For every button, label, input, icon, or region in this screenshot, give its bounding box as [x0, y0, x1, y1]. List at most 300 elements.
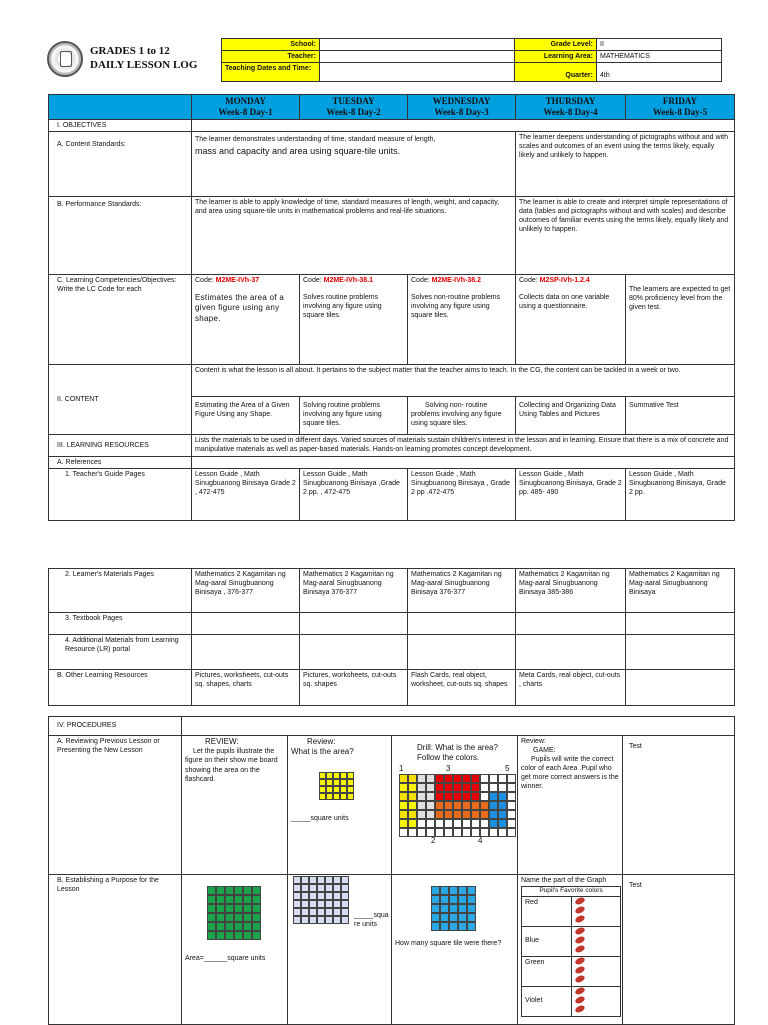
grid-tile: [301, 884, 309, 892]
grid-tile: [293, 892, 301, 900]
content-standards-text-2: The learner deepens understanding of pictographs without and with scales and outcomes of an event using the terms likely, equally likely and unlikely to happen.: [516, 131, 735, 196]
references-fill: [192, 456, 735, 468]
content-monday: Estimating the Area of a Given Figure Using any Shape.: [192, 396, 300, 434]
competencies-label: C. Learning Competencies/Objectives: Write the LC Code for each: [49, 274, 192, 364]
grid-tile: [301, 916, 309, 924]
grid-tile: [489, 783, 498, 792]
grid-tile: [449, 922, 458, 931]
grid-tile: [243, 886, 252, 895]
review-wednesday: Drill: What is the area? Follow the colors. 1 3 5 2 4: [392, 736, 518, 875]
grid-tile: [444, 783, 453, 792]
pictograph-apples-blue: [571, 926, 621, 956]
grid-tile: [417, 774, 426, 783]
lesson-log-table: [48, 94, 735, 521]
grid-tile: [301, 876, 309, 884]
grid-tile: [440, 913, 449, 922]
grid-tile: [467, 913, 476, 922]
grid-tile: [216, 913, 225, 922]
textbook-thursday: [516, 613, 626, 635]
grid-tile: [462, 819, 471, 828]
objectives-heading: I. OBJECTIVES: [49, 119, 192, 131]
procedures-heading: IV. PROCEDURES: [49, 717, 182, 736]
grid-tile: [301, 892, 309, 900]
grid-tile: [435, 828, 444, 837]
other-resources-wednesday: Flash Cards, real object, worksheet, cut-outs sq. shapes: [408, 670, 516, 706]
grid-tile: [498, 792, 507, 801]
competency-wednesday: Code: M2ME-IVh-38.2 Solves non-routine problems involving any figure using square tiles.: [408, 274, 516, 364]
grid-tile: [453, 774, 462, 783]
grid-tile: [216, 931, 225, 940]
grid-tile: [435, 810, 444, 819]
grid-tile: [417, 792, 426, 801]
grid-tile: [435, 774, 444, 783]
grid-tile: [498, 819, 507, 828]
learners-materials-wednesday: Mathematics 2 Kagamitan ng Mag-aaral Sinugbuanong Binisaya 376-377: [408, 569, 516, 613]
grid-tile: [449, 904, 458, 913]
references-label: A. References: [49, 456, 192, 468]
grid-tile: [333, 876, 341, 884]
content-standards-label: A. Content Standards:: [49, 131, 192, 196]
learners-materials-friday: Mathematics 2 Kagamitan ng Mag-aaral Sinugbuanong Binisaya: [626, 569, 735, 613]
grid-tile: [399, 801, 408, 810]
grid-tile: [325, 916, 333, 924]
textbook-friday: [626, 613, 735, 635]
grid-tile: [225, 904, 234, 913]
grid-tile: [207, 886, 216, 895]
review-thursday: Review: GAME: Pupils will write the correct color of each Area .Pupil who get more correct answers is the winner.: [518, 736, 623, 875]
grid-tile: [458, 886, 467, 895]
pictograph-apples-green: [571, 956, 621, 986]
purpose-monday-answer: Area=______square units: [185, 955, 266, 962]
grid-tile: [462, 828, 471, 837]
pictograph-row-red: Red: [522, 896, 572, 926]
textbook-monday: [192, 613, 300, 635]
grid-tile: [317, 876, 325, 884]
objectives-heading-fill: [192, 119, 735, 131]
content-standards-text: The learner demonstrates understanding of time, standard measure of length, mass and capacity and area using square-tile units.: [192, 131, 516, 196]
grid-tile: [480, 783, 489, 792]
grid-tile: [243, 913, 252, 922]
reviewing-label: A. Reviewing Previous Lesson or Presenting the New Lesson: [49, 736, 182, 875]
grid-tile: [435, 819, 444, 828]
grid-tile: [225, 895, 234, 904]
grid-tile: [341, 916, 349, 924]
grid-tile: [453, 828, 462, 837]
grid-tile: [325, 884, 333, 892]
pictograph-apples-red: [571, 896, 621, 926]
grid-tile: [309, 876, 317, 884]
grid-tile: [408, 783, 417, 792]
teacher-label: Teacher:: [222, 51, 320, 63]
teachers-guide-monday: Lesson Guide , Math Sinugbuanong Binisaya Grade 2 , 472-475: [192, 468, 300, 520]
grid-tile: [234, 886, 243, 895]
grid-tile: [489, 801, 498, 810]
grid-tile: [408, 801, 417, 810]
grid-tile: [293, 916, 301, 924]
grid-tile: [449, 913, 458, 922]
grid-tile: [333, 892, 341, 900]
grid-tile: [507, 801, 516, 810]
grid-tile: [507, 819, 516, 828]
content-thursday: Collecting and Organizing Data Using Tables and Pictures: [516, 396, 626, 434]
grid-tile: [309, 900, 317, 908]
grid-tile: [333, 908, 341, 916]
grid-tile: [408, 774, 417, 783]
grid-tile: [252, 886, 261, 895]
learners-materials-tuesday: Mathematics 2 Kagamitan ng Mag-aaral Sinugbuanong Binisaya 376-377: [300, 569, 408, 613]
grid-tile: [462, 801, 471, 810]
grid-tile: [431, 886, 440, 895]
grid-tile: [317, 900, 325, 908]
other-resources-monday: Pictures, worksheets, cut-outs sq. shapes, charts: [192, 670, 300, 706]
grid-tile: [408, 810, 417, 819]
pictograph-title: Pupil's Favorite colors: [522, 887, 621, 896]
grid-tile: [309, 892, 317, 900]
grid-tile: [426, 783, 435, 792]
grid-tile: [489, 774, 498, 783]
grid-tile: [234, 913, 243, 922]
grid-tile: [333, 884, 341, 892]
grid-tile: [498, 810, 507, 819]
grid-tile: [317, 892, 325, 900]
purpose-wednesday: [392, 875, 518, 1025]
grid-tile: [309, 908, 317, 916]
grid-tile: [444, 792, 453, 801]
procedures-heading-fill: [182, 717, 735, 736]
grid-tile: [507, 792, 516, 801]
grid-tile: [453, 819, 462, 828]
grid-tile: [243, 931, 252, 940]
additional-tuesday: [300, 635, 408, 670]
title-line-2: DAILY LESSON LOG: [90, 59, 198, 71]
grid-tile: [207, 904, 216, 913]
grid-tile: [399, 819, 408, 828]
grid-tile: [408, 819, 417, 828]
grid-tile: [480, 792, 489, 801]
grid-tile: [426, 810, 435, 819]
grid-tile: [234, 904, 243, 913]
grid-tile: [216, 904, 225, 913]
learning-area-value[interactable]: MATHEMATICS: [597, 51, 722, 63]
grid-tile: [458, 904, 467, 913]
yellow-grid-figure: [319, 772, 388, 800]
grid-tile: [458, 913, 467, 922]
purpose-monday: [182, 875, 288, 1025]
grid-tile: [252, 895, 261, 904]
grid-tile: [498, 828, 507, 837]
grid-tile: [426, 792, 435, 801]
grid-tile: [417, 828, 426, 837]
grid-tile: [252, 904, 261, 913]
grid-tile: [225, 913, 234, 922]
grid-tile: [453, 810, 462, 819]
grid-tile: [458, 895, 467, 904]
grid-tile: [498, 801, 507, 810]
grid-tile: [341, 884, 349, 892]
grid-tile: [449, 895, 458, 904]
grid-tile: [507, 783, 516, 792]
grid-tile: [408, 828, 417, 837]
grade-level-value[interactable]: II: [597, 39, 722, 51]
grid-tile: [417, 810, 426, 819]
grid-tile: [301, 908, 309, 916]
grid-tile: [471, 792, 480, 801]
grid-tile: [225, 922, 234, 931]
learners-materials-thursday: Mathematics 2 Kagamitan ng Mag-aaral Sinugbuanong Binisaya 385-386: [516, 569, 626, 613]
grid-tile: [252, 922, 261, 931]
day-header-wednesday: WEDNESDAY Week-8 Day-3: [408, 95, 516, 120]
grid-tile: [489, 819, 498, 828]
grid-tile: [440, 895, 449, 904]
grid-tile: [417, 783, 426, 792]
content-tuesday: Solving routine problems involving any figure using square tiles.: [300, 396, 408, 434]
grid-tile: [453, 783, 462, 792]
grid-tile: [399, 828, 408, 837]
green-grid-figure: [207, 886, 284, 940]
grid-tile: [325, 908, 333, 916]
document-title: [90, 44, 197, 72]
performance-standards-text-2: The learner is able to create and interpret simple representations of data (tables and pictographs without and with scales) and describe outcomes of familiar events using the terms likely, equally likely and unlikely to happen.: [516, 196, 735, 274]
grid-tile: [399, 792, 408, 801]
header-info-table: [221, 38, 722, 82]
grid-tile: [341, 892, 349, 900]
grid-tile: [293, 908, 301, 916]
grid-tile: [426, 774, 435, 783]
teachers-guide-friday: Lesson Guide , Math Sinugbuanong Binisaya, Grade 2 pp.: [626, 468, 735, 520]
grid-tile: [293, 900, 301, 908]
deped-seal: [47, 41, 83, 77]
grid-tile: [399, 783, 408, 792]
grid-tile: [462, 774, 471, 783]
grid-tile: [207, 913, 216, 922]
grid-tile: [480, 810, 489, 819]
favorite-colors-pictograph: [521, 886, 621, 1016]
grid-tile: [467, 904, 476, 913]
grid-tile: [341, 876, 349, 884]
teachers-guide-label: 1. Teacher's Guide Pages: [49, 468, 192, 520]
grid-tile: [216, 895, 225, 904]
grid-tile: [317, 908, 325, 916]
blank-header-cell: [49, 95, 192, 120]
resources-heading: III. LEARNING RESOURCES: [49, 434, 192, 456]
grid-tile: [417, 801, 426, 810]
grid-tile: [435, 783, 444, 792]
colored-area-drill-figure: 1 3 5 2 4: [395, 764, 514, 846]
day-header-thursday: THURSDAY Week-8 Day-4: [516, 95, 626, 120]
grid-tile: [462, 783, 471, 792]
grid-tile: [489, 828, 498, 837]
teachers-guide-thursday: Lesson Guide , Math Sinugbuanong Binisaya, Grade 2 pp. 485- 490: [516, 468, 626, 520]
grid-tile: [333, 900, 341, 908]
other-resources-label: B. Other Learning Resources: [49, 670, 192, 706]
grid-tile: [480, 801, 489, 810]
grid-tile: [399, 810, 408, 819]
purpose-friday: Test: [623, 875, 735, 1025]
grid-tile: [449, 886, 458, 895]
grid-tile: [462, 792, 471, 801]
pictograph-row-green: Green: [522, 956, 572, 986]
grid-tile: [293, 884, 301, 892]
grid-tile: [435, 801, 444, 810]
grid-tile: [431, 913, 440, 922]
dates-value[interactable]: [320, 63, 515, 82]
grid-tile: [225, 886, 234, 895]
other-resources-friday: [626, 670, 735, 706]
grid-tile: [480, 819, 489, 828]
grid-tile: [341, 908, 349, 916]
grid-tile: [507, 810, 516, 819]
grid-tile: [467, 895, 476, 904]
grid-tile: [243, 922, 252, 931]
additional-wednesday: [408, 635, 516, 670]
grid-tile: [444, 828, 453, 837]
grid-tile: [471, 819, 480, 828]
textbook-label: 3. Textbook Pages: [49, 613, 192, 635]
purpose-label: B. Establishing a Purpose for the Lesson: [49, 875, 182, 1025]
grid-tile: [471, 783, 480, 792]
title-line-1: GRADES 1 to 12: [90, 45, 170, 57]
grid-tile: [207, 931, 216, 940]
grid-tile: [408, 792, 417, 801]
grid-tile: [462, 810, 471, 819]
content-friday: Summative Test: [626, 396, 735, 434]
grid-tile: [341, 900, 349, 908]
grid-tile: [471, 801, 480, 810]
grid-tile: [480, 774, 489, 783]
quarter-label: Quarter:: [515, 63, 597, 82]
grid-tile: [252, 931, 261, 940]
grid-tile: [207, 922, 216, 931]
purpose-tuesday-answer: _____square units: [354, 912, 389, 929]
teachers-guide-tuesday: Lesson Guide , Math Sinugbuanong Binisaya ,Grade 2 pp. , 472-475: [300, 468, 408, 520]
purpose-wednesday-question: How many square tile were there?: [395, 940, 502, 947]
content-description: Content is what the lesson is all about. It pertains to the subject matter that the teacher aims to teach. In the CG, the content can be tackled in a week or two.: [192, 364, 735, 396]
other-resources-tuesday: Pictures, worksheets, cut-outs sq. shapes: [300, 670, 408, 706]
content-wednesday: Solving non- routine problems involving any figure using square tiles.: [408, 396, 516, 434]
grid-tile: [426, 801, 435, 810]
performance-standards-text: The learner is able to apply knowledge of time, standard measures of length, weight, and capacity, and area using square-tile units in mathematical problems and real-life situations.: [192, 196, 516, 274]
additional-thursday: [516, 635, 626, 670]
teacher-value[interactable]: [320, 51, 515, 63]
additional-friday: [626, 635, 735, 670]
days-header-row: [49, 95, 735, 120]
competency-friday: The learners are expected to get 80% proficiency level from the given test.: [626, 274, 735, 364]
grid-tile: [507, 774, 516, 783]
grid-tile: [431, 895, 440, 904]
grid-tile: [293, 876, 301, 884]
resources-description: Lists the materials to be used in different days. Varied sources of materials sustain children's interest in the lesson and in learning. Ensure that there is a mix of concrete and manipulative materials as well as paper-based materials. Hands-on learning promotes concept development.: [192, 434, 735, 456]
textbook-tuesday: [300, 613, 408, 635]
grid-tile: [453, 792, 462, 801]
grid-tile: [444, 819, 453, 828]
learning-area-label: Learning Area:: [515, 51, 597, 63]
grid-tile: [440, 904, 449, 913]
textbook-wednesday: [408, 613, 516, 635]
grid-tile: [317, 884, 325, 892]
grid-tile: [216, 886, 225, 895]
grid-tile: [317, 916, 325, 924]
performance-standards-label: B. Performance Standards:: [49, 196, 192, 274]
grid-tile: [435, 792, 444, 801]
grid-tile: [234, 922, 243, 931]
grid-tile: [431, 922, 440, 931]
grid-tile: [471, 774, 480, 783]
competency-monday: Code: M2ME-IVh-37 Estimates the area of a given figure using any shape.: [192, 274, 300, 364]
purpose-thursday: Name the part of the Graph Pupil's Favorite colors Red Blue Green Violet: [518, 875, 623, 1025]
grid-tile: [458, 922, 467, 931]
other-resources-thursday: Meta Cards, real object, cut-outs , charts: [516, 670, 626, 706]
grid-tile: [444, 801, 453, 810]
competency-tuesday: Code: M2ME-IVh-38.1 Solves routine problems involving any figure using square tiles.: [300, 274, 408, 364]
grid-tile: [325, 892, 333, 900]
grid-tile: [207, 895, 216, 904]
review-tuesday: Review: What is the area? _____square units: [288, 736, 392, 875]
pictograph-apples-violet: [571, 986, 621, 1016]
grid-tile: [444, 810, 453, 819]
dates-label: Teaching Dates and Time:: [222, 63, 320, 82]
day-header-tuesday: TUESDAY Week-8 Day-2: [300, 95, 408, 120]
grid-tile: [426, 819, 435, 828]
review-friday: Test: [623, 736, 735, 875]
additional-monday: [192, 635, 300, 670]
procedures-table: [48, 716, 735, 1025]
additional-materials-label: 4. Additional Materials from Learning Resource (LR) portal: [49, 635, 192, 670]
grid-tile: [243, 904, 252, 913]
pictograph-row-violet: Violet: [522, 986, 572, 1016]
grid-tile: [440, 886, 449, 895]
blue-grid-figure: [431, 886, 514, 931]
grid-tile: [234, 931, 243, 940]
purpose-tuesday: [288, 875, 392, 1025]
grid-tile: [507, 828, 516, 837]
grid-tile: [301, 900, 309, 908]
school-label: School:: [222, 39, 320, 51]
grid-tile: [444, 774, 453, 783]
grid-tile: [325, 876, 333, 884]
grid-tile: [498, 783, 507, 792]
learners-materials-monday: Mathematics 2 Kagamitan ng Mag-aaral Sinugbuanong Binisaya , 376-377: [192, 569, 300, 613]
pictograph-row-blue: Blue: [522, 926, 572, 956]
grid-tile: [431, 904, 440, 913]
grid-tile: [333, 916, 341, 924]
grid-tile: [453, 801, 462, 810]
quarter-value[interactable]: 4th: [597, 63, 722, 82]
grid-tile: [216, 922, 225, 931]
grid-tile: [309, 916, 317, 924]
grid-tile: [467, 922, 476, 931]
learners-materials-label: 2. Learner's Materials Pages: [49, 569, 192, 613]
grid-tile: [309, 884, 317, 892]
grid-tile: [399, 774, 408, 783]
grid-tile: [225, 931, 234, 940]
school-value[interactable]: [320, 39, 515, 51]
grid-tile: [417, 819, 426, 828]
grid-tile: [467, 886, 476, 895]
review-monday: REVIEW: Let the pupils illustrate the figure on their show me board showing the area on the flashcard.: [182, 736, 288, 875]
competency-thursday: Code: M2SP-IVh-1.2.4 Collects data on one variable using a questionnaire.: [516, 274, 626, 364]
grid-tile: [252, 913, 261, 922]
grid-tile: [440, 922, 449, 931]
grid-tile: [243, 895, 252, 904]
grid-tile: [489, 810, 498, 819]
day-header-monday: MONDAY Week-8 Day-1: [192, 95, 300, 120]
day-header-friday: FRIDAY Week-8 Day-5: [626, 95, 735, 120]
grid-tile: [234, 895, 243, 904]
grade-level-label: Grade Level:: [515, 39, 597, 51]
lesson-log-table-continued: [48, 568, 735, 706]
content-heading: II. CONTENT: [49, 364, 192, 434]
grid-tile: [471, 810, 480, 819]
